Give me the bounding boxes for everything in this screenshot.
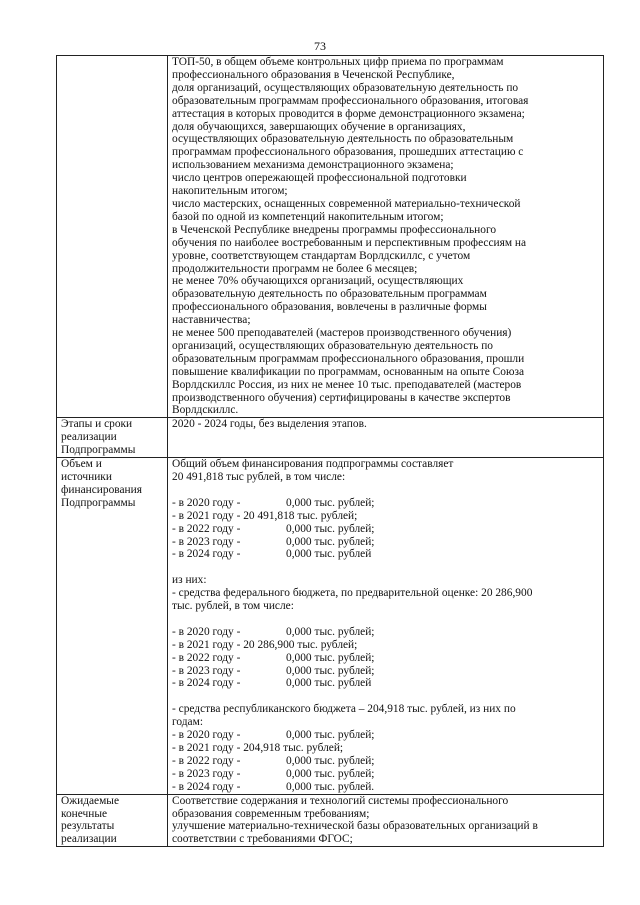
- text-line: ТОП-50, в общем объеме контрольных цифр приема по программам: [172, 56, 504, 68]
- label-line: Подпрограммы: [61, 444, 136, 457]
- text-line: производственного обучения) сертифицированы в качестве экспертов: [172, 391, 511, 404]
- year-amount: 0,000 тыс. рублей: [286, 548, 372, 561]
- text-line: образовательным программам профессионального образования, итоговая: [172, 94, 529, 107]
- year-amount-row: [172, 510, 599, 523]
- stages-value: 2020 - 2024 годы, без выделения этапов.: [172, 418, 367, 431]
- year-amount-row: [172, 652, 599, 665]
- year-label: - в 2022 году -: [172, 754, 241, 767]
- text-line: число центров опережающей профессиональной подготовки: [172, 172, 467, 185]
- year-label: - в 2022 году -: [172, 651, 241, 664]
- year-label: - в 2021 году - 20 491,818 тыс. рублей;: [172, 509, 358, 522]
- label-line: источники: [61, 471, 112, 483]
- regional-budget-by-year: [172, 729, 599, 794]
- year-label: - в 2024 году -: [172, 548, 241, 561]
- year-amount: 0,000 тыс. рублей;: [286, 664, 375, 677]
- table-row: [57, 458, 604, 795]
- year-amount-row: [172, 626, 599, 639]
- text-line: число мастерских, оснащенных современной материально-технической: [172, 197, 521, 210]
- results-label: [61, 795, 163, 847]
- year-amount-row: [172, 742, 599, 755]
- financing-value-cell: [168, 458, 604, 795]
- year-amount: 0,000 тыс. рублей: [286, 677, 372, 690]
- results-label-cell: [57, 794, 168, 847]
- year-amount: 0,000 тыс. рублей;: [286, 754, 375, 767]
- year-label: - в 2023 году -: [172, 767, 241, 780]
- year-amount: 0,000 тыс. рублей.: [286, 780, 375, 793]
- year-amount-row: [172, 729, 599, 742]
- text-line: в Чеченской Республике внедрены программы профессионального: [172, 223, 497, 236]
- year-amount: 0,000 тыс. рублей;: [286, 496, 375, 509]
- text-line: образования современным требованиям;: [172, 807, 370, 820]
- results-text: [172, 795, 599, 847]
- financing-label-cell: [57, 458, 168, 795]
- text-line: повышение квалификации по программам, основанным на опыте Союза: [172, 365, 525, 378]
- financing-total-by-year: [172, 497, 599, 562]
- financing-intro: [172, 458, 599, 484]
- text-line: наставничества;: [172, 314, 251, 327]
- label-line: реализации: [61, 833, 117, 846]
- page-number: 73: [314, 39, 326, 53]
- label-line: Этапы и сроки: [61, 418, 133, 431]
- year-amount: 0,000 тыс. рублей;: [286, 767, 375, 780]
- year-label: - в 2022 году -: [172, 522, 241, 535]
- text-line: тыс. рублей, в том числе:: [172, 600, 294, 613]
- stages-value-cell: [168, 418, 604, 458]
- year-label: - в 2023 году -: [172, 664, 241, 677]
- year-label: - в 2021 году - 20 286,900 тыс. рублей;: [172, 638, 358, 651]
- year-label: - в 2024 году -: [172, 677, 241, 690]
- text-line: программам профессионального образования, прошедших аттестацию с: [172, 146, 524, 159]
- stages-label: [61, 418, 163, 457]
- year-label: - в 2021 году - 204,918 тыс. рублей;: [172, 741, 344, 754]
- text-line: уровне, соответствующем стандартам Ворлдскиллс, с учетом: [172, 249, 471, 262]
- text-line: накопительным итогом;: [172, 185, 288, 198]
- text-line: Ворлдскиллс Россия, из них не менее 10 тыс. преподавателей (мастеров: [172, 378, 522, 391]
- subprogram-passport-table: [56, 55, 604, 847]
- text-line: образовательную деятельность по образовательным программам: [172, 288, 487, 301]
- financing-label: [61, 458, 163, 510]
- label-line: результаты: [61, 820, 115, 833]
- year-amount-row: [172, 781, 599, 794]
- financing-of-them: из них:: [172, 574, 207, 587]
- text-line: профессионального образования в Чеченской Республике,: [172, 68, 455, 81]
- year-amount-row: [172, 639, 599, 652]
- text-line: осуществляющих образовательную деятельность по образовательным: [172, 133, 514, 146]
- text-line: аттестация в которых проводится в форме демонстрационного экзамена;: [172, 107, 525, 120]
- goals-text: [172, 56, 599, 417]
- year-amount: 0,000 тыс. рублей;: [286, 625, 375, 638]
- text-line: продолжительности программ не более 6 месяцев;: [172, 262, 418, 275]
- label-line: конечные: [61, 807, 108, 820]
- year-label: - в 2020 году -: [172, 625, 241, 638]
- year-amount-row: [172, 677, 599, 690]
- text-line: годам:: [172, 716, 203, 729]
- label-line: Объем и: [61, 458, 102, 471]
- stages-label-cell: [57, 418, 168, 458]
- year-amount-row: [172, 497, 599, 510]
- table-row: [57, 56, 604, 418]
- federal-budget-text: [172, 587, 599, 613]
- table-row: [57, 794, 604, 847]
- text-line: доля обучающихся, завершающих обучение в организациях,: [172, 120, 466, 133]
- year-label: - в 2024 году -: [172, 780, 241, 793]
- empty-label-cell: [57, 56, 168, 418]
- year-amount-row: [172, 523, 599, 536]
- results-value-cell: [168, 794, 604, 847]
- year-amount-row: [172, 536, 599, 549]
- year-amount-row: [172, 768, 599, 781]
- goals-cell: [168, 56, 604, 418]
- year-label: - в 2020 году -: [172, 496, 241, 509]
- year-amount-row: [172, 548, 599, 561]
- text-line: организаций, осуществляющих образовательную деятельность по: [172, 339, 494, 352]
- year-amount: 0,000 тыс. рублей;: [286, 729, 375, 742]
- year-label: - в 2020 году -: [172, 729, 241, 742]
- text-line: соответствии с требованиями ФГОС;: [172, 833, 353, 846]
- text-line: Ворлдскиллс.: [172, 404, 239, 417]
- text-line: Соответствие содержания и технологий системы профессионального: [172, 794, 509, 807]
- year-amount-row: [172, 755, 599, 768]
- label-line: реализации: [61, 431, 117, 444]
- text-line: улучшение материально-технической базы образовательных организаций в: [172, 820, 538, 833]
- table-row: [57, 418, 604, 458]
- text-line: Общий объем финансирования подпрограммы составляет: [172, 458, 454, 471]
- text-line: образовательным программам профессионального образования, прошли: [172, 352, 525, 365]
- text-line: - средства республиканского бюджета – 204,918 тыс. рублей, из них по: [172, 703, 516, 716]
- year-amount: 0,000 тыс. рублей;: [286, 535, 375, 548]
- text-line: не менее 500 преподавателей (мастеров производственного обучения): [172, 327, 512, 340]
- text-line: доля организаций, осуществляющих образовательную деятельность по: [172, 81, 519, 94]
- year-amount: 0,000 тыс. рублей;: [286, 651, 375, 664]
- year-label: - в 2023 году -: [172, 535, 241, 548]
- text-line: использованием механизма демонстрационного экзамена;: [172, 159, 454, 172]
- text-line: 20 491,818 тыс рублей, в том числе:: [172, 471, 346, 483]
- label-line: финансирования: [61, 483, 142, 496]
- year-amount-row: [172, 665, 599, 678]
- regional-budget-text: [172, 703, 599, 729]
- text-line: обучения по наиболее востребованным и перспективным профессиям на: [172, 236, 527, 249]
- year-amount: 0,000 тыс. рублей;: [286, 522, 375, 535]
- text-line: профессионального образования, вовлечены в различные формы: [172, 301, 487, 314]
- text-line: базой по одной из компетенций накопительным итогом;: [172, 210, 444, 223]
- label-line: Ожидаемые: [61, 794, 120, 807]
- federal-budget-by-year: [172, 626, 599, 691]
- label-line: Подпрограммы: [61, 496, 136, 509]
- text-line: не менее 70% обучающихся организаций, осуществляющих: [172, 275, 464, 288]
- text-line: - средства федерального бюджета, по предварительной оценке: 20 286,900: [172, 587, 533, 600]
